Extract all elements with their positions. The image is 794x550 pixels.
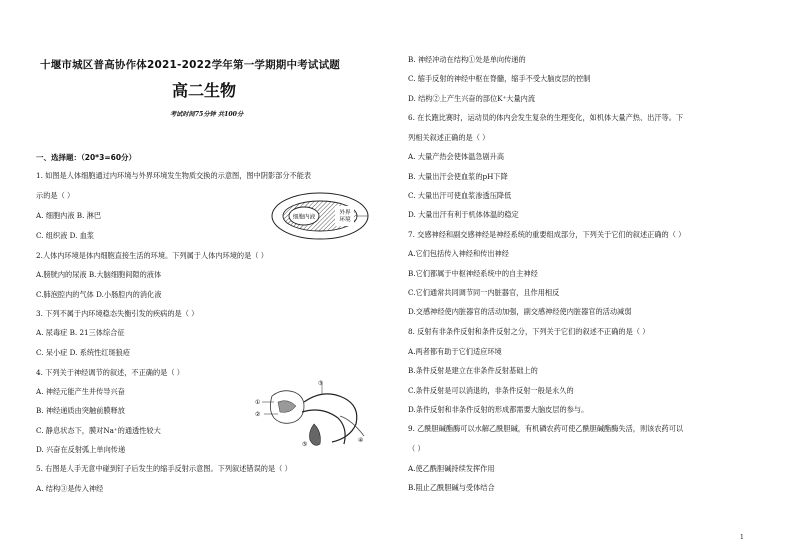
page-number: 1	[740, 534, 744, 541]
question-line: B. 大量出汗会使血浆的pH下降	[408, 172, 508, 181]
question-line: 列相关叙述正确的是（ ）	[408, 133, 490, 142]
question-line: C.条件反射是可以消退的，非条件反射一般是永久的	[408, 386, 574, 395]
question-line: A.它们包括传入神经和传出神经	[408, 249, 509, 258]
question-line: 5. 右图是人手无意中碰到钉子后发生的缩手反射示意图。下列叙述错误的是（ ）	[36, 464, 292, 473]
body-fluid-exchange-diagram	[268, 188, 380, 244]
question-line: A. 大量产热会使体温急剧升高	[408, 152, 505, 161]
question-line: D.交感神经使内脏器官的活动加强，副交感神经使内脏器官的活动减弱	[408, 307, 632, 316]
exam-time-info: 考试时间75分钟 共100分	[170, 111, 244, 118]
label-4: ④	[358, 437, 364, 444]
question-line: B.条件反射是建立在非条件反射基础上的	[408, 366, 538, 375]
question-line: A. 细胞内液 B. 淋巴	[36, 211, 102, 220]
question-line: D. 结构②上产生兴奋的部位K⁺大量内流	[408, 94, 536, 103]
question-line: B. 神经递质由突触前膜释放	[36, 406, 125, 415]
cell-fluid-label: 细胞内液	[292, 214, 316, 221]
section-heading: 一、选择题：（20*3=60分）	[36, 153, 137, 162]
question-line: C. 大量出汗可使血浆渗透压降低	[408, 191, 512, 200]
question-line: A. 神经元能产生并传导兴奋	[36, 387, 125, 396]
question-line: D.条件反射和非条件反射的形成都需要大脑皮层的参与。	[408, 405, 589, 414]
question-line: C.肺泡腔内的气体 D.小肠腔内的消化液	[36, 290, 162, 299]
question-line: 9. 乙酰胆碱酯酶可以水解乙酰胆碱，有机磷农药可使乙酰胆碱酯酶失活，则该农药可以	[408, 424, 684, 433]
question-line: 3. 下列不属于内环境稳态失衡引发的疾病的是（ ）	[36, 309, 199, 318]
efferent-nerve	[302, 410, 345, 444]
question-line: D. 兴奋在反射弧上单向传递	[36, 445, 126, 454]
label-background	[335, 206, 354, 226]
label-1: ①	[255, 399, 261, 406]
question-line: 示的是（ ）	[36, 191, 75, 200]
question-line: 4. 下列关于神经调节的叙述，不正确的是（ ）	[36, 368, 184, 377]
exam-title: 十堰市城区普高协作体2021-2022学年第一学期期中考试试题	[40, 59, 341, 71]
question-line: D. 大量出汗有利于机体体温的稳定	[408, 210, 519, 219]
question-line: C.它们通常共同调节同一内脏器官，且作用相反	[408, 288, 560, 297]
label-3: ③	[318, 380, 324, 387]
outer-environment-label: 外界环境	[339, 210, 351, 223]
question-line: C. 组织液 D. 血浆	[36, 231, 95, 240]
question-line: A. 结构③是传入神经	[36, 484, 104, 493]
question-line: 7. 交感神经和副交感神经是神经系统的重要组成部分，下列关于它们的叙述正确的（ ）	[408, 230, 686, 239]
exam-subject: 高二生物	[172, 81, 237, 100]
question-line: C. 静息状态下，膜对Na⁺的通透性较大	[36, 426, 161, 435]
question-line: 1. 如图是人体细胞通过内环境与外界环境发生物质交换的示意图，图中阴影部分不能表	[36, 171, 312, 180]
question-line: B.它们都属于中枢神经系统中的自主神经	[408, 269, 538, 278]
label-2: ②	[255, 411, 261, 418]
question-line: A.两者都有助于它们适应环境	[408, 347, 502, 356]
question-line: B.阻止乙酰胆碱与受体结合	[408, 483, 495, 492]
question-line: B. 神经冲动在结构①处是单向传递的	[408, 55, 526, 64]
question-line: A.使乙酰胆碱持续发挥作用	[408, 464, 495, 473]
question-line: A.膀胱内的尿液 B.大脑细胞间隙的液体	[36, 270, 162, 279]
label-5: ⑤	[302, 441, 308, 448]
question-line: C. 缩手反射的神经中枢在脊髓，缩手不受大脑皮层的控制	[408, 74, 591, 83]
question-line: A. 尿毒症 B. 21三体综合征	[36, 328, 125, 337]
question-line: 2.人体内环境是体内细胞直接生活的环境。下列属于人体内环境的是（ ）	[36, 251, 268, 260]
effector-muscle	[310, 424, 321, 445]
reflex-arc-diagram	[252, 380, 374, 450]
question-line: C. 呆小症 D. 系统性红斑狼疮	[36, 348, 131, 357]
question-line: 6. 在长跑比赛时，运动员的体内会发生复杂的生理变化，如机体大量产热、出汗等。下	[408, 113, 684, 122]
question-line: 8. 反射有非条件反射和条件反射之分，下列关于它们的叙述不正确的是（ ）	[408, 327, 650, 336]
question-line: （ ）	[408, 444, 425, 453]
